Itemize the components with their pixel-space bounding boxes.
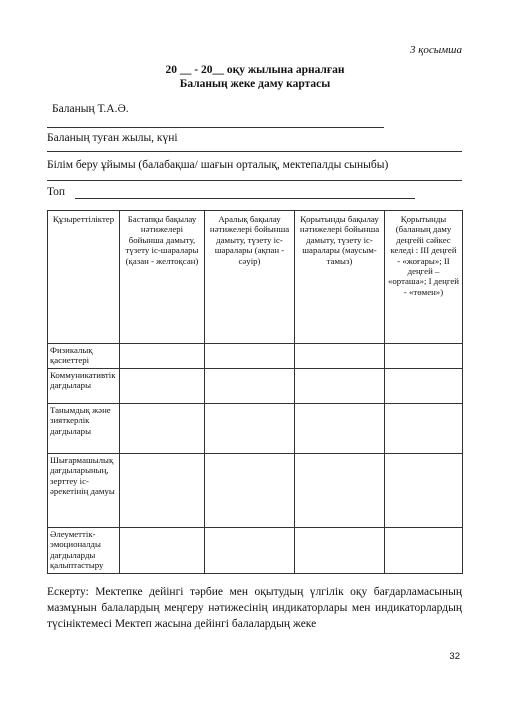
input-cell[interactable] [205, 528, 295, 574]
birth-date-line [47, 151, 462, 152]
table-row [48, 454, 463, 528]
input-cell[interactable] [205, 344, 295, 369]
input-cell[interactable] [295, 528, 385, 574]
header-final-monitoring: Қорытынды бақылау нәтижелері бойынша дамыту, түзету іс-шаралары (маусым- тамыз) [295, 211, 385, 344]
header-interim-monitoring: Аралық бақылау нәтижелері бойынша дамыту, түзету іс-шаралары (ақпан - сәуір) [205, 211, 295, 344]
input-cell[interactable] [120, 528, 205, 574]
input-cell[interactable] [385, 344, 463, 369]
table-row [48, 369, 463, 404]
institution-label: Білім беру ұйымы (балабақша/ шағын орталық, мектепалды сыныбы) [47, 159, 389, 171]
input-cell[interactable] [295, 404, 385, 454]
input-cell[interactable] [120, 369, 205, 404]
appendix-label: 3 қосымша [409, 44, 462, 56]
table-row [48, 528, 463, 574]
child-name-label: Баланың Т.А.Ә. [52, 103, 129, 115]
row-label: Әлеуметтік-эмоционалды дағдыларды қалыптастыру [48, 528, 120, 574]
header-initial-monitoring: Бастапқы бақылау нәтижелері бойынша дамыту, түзету іс-шаралары (қазан - желтоқсан) [120, 211, 205, 344]
title-card-name: Баланың жеке даму картасы [179, 78, 331, 90]
institution-line [47, 180, 462, 181]
input-cell[interactable] [205, 369, 295, 404]
development-card-table [47, 210, 463, 574]
input-cell[interactable] [205, 404, 295, 454]
input-cell[interactable] [120, 404, 205, 454]
input-cell[interactable] [385, 404, 463, 454]
row-label: Коммуникативтік дағдылары [48, 369, 120, 404]
input-cell[interactable] [120, 344, 205, 369]
row-label: Физикалық қасиеттері [48, 344, 120, 369]
table-row [48, 404, 463, 454]
input-cell[interactable] [120, 454, 205, 528]
footnote-remark: Ескерту: Мектепке дейінгі тәрбие мен оқытудың үлгілік оқу бағдарламасының мазмұнын балалардың меңгеру нәтижесінің индикаторлары мен индикаторлардың түсініктемесі Мектеп жасына дейінгі балалардың жеке [47, 586, 462, 630]
page-title [0, 63, 510, 91]
header-competencies: Құзыреттіліктер [48, 211, 120, 344]
title-year-line: 20 __ - 20__ оқу жылына арналған [165, 64, 345, 76]
input-cell[interactable] [295, 344, 385, 369]
birth-date-label: Баланың туған жылы, күні [47, 132, 178, 144]
row-label: Шығармашылық дағдыларының, зерттеу іс-әрекетінің дамуы [48, 454, 120, 528]
input-cell[interactable] [295, 369, 385, 404]
input-cell[interactable] [385, 454, 463, 528]
input-cell[interactable] [385, 369, 463, 404]
input-cell[interactable] [385, 528, 463, 574]
table-row [48, 344, 463, 369]
row-label: Танымдық және зияткерлік дағдылары [48, 404, 120, 454]
group-label: Топ [47, 186, 66, 198]
page-number: 32 [449, 651, 460, 662]
input-cell[interactable] [205, 454, 295, 528]
input-cell[interactable] [295, 454, 385, 528]
group-line [75, 198, 415, 199]
header-result: Қорытынды (баланың даму деңгейі сәйкес келеді : III деңгей - «жоғары»; II деңгей – «орташа»; I деңгей - «төмен») [385, 211, 463, 344]
child-name-line [47, 127, 384, 128]
